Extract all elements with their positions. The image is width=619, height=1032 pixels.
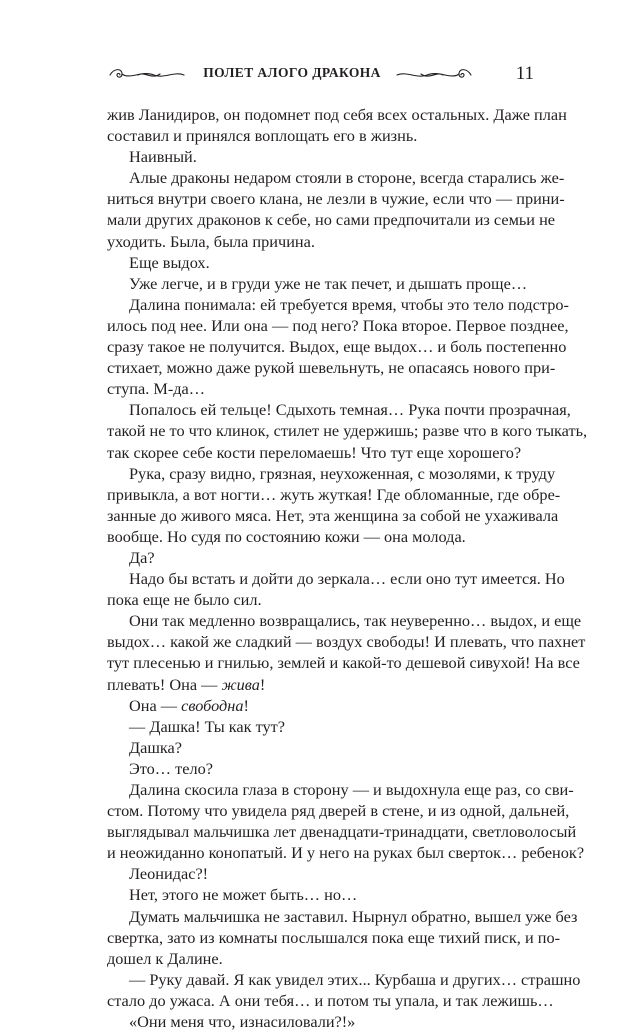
text-line-content: Далина скосила глаза в сторону — и выдохнула еще раз, со сви- — [129, 780, 574, 799]
text-line — [107, 420, 588, 441]
text-line-content: — Дашка! Ты как тут? — [129, 716, 285, 736]
text-line — [107, 357, 556, 378]
text-line — [107, 758, 533, 779]
text-line — [107, 779, 574, 800]
text-line — [107, 631, 586, 652]
text-line-content: стом. Потому что увидела ряд дверей в стене, и из одной, дальней, — [107, 801, 570, 821]
text-line — [107, 315, 569, 336]
text-line — [107, 821, 577, 842]
text-line — [107, 104, 567, 125]
scroll-flourish-icon — [108, 67, 186, 83]
text-line-content: Рука, сразу видно, грязная, неухоженная, с мозолями, к труду — [129, 463, 556, 483]
text-line — [107, 800, 570, 821]
text-line-content: Они так медленно возвращались, так неуверенно… выдох, и еще — [129, 611, 582, 631]
text-line — [107, 526, 533, 547]
text-line-content: Да? — [129, 547, 155, 567]
text-line-content: Леонидас?! — [129, 864, 209, 884]
text-line-content: — Руку давай. Я как увидел этих... Курбаша и других… страшно — [129, 969, 581, 989]
text-line — [107, 188, 565, 209]
text-line — [107, 209, 556, 230]
text-line-content: уходить. Была, была причина. — [107, 231, 315, 251]
emphasized-word: жива — [221, 674, 260, 694]
text-line-content: плевать! Она — — [107, 674, 222, 694]
text-line-content: «Они меня что, изнасиловали?!» — [129, 1012, 356, 1032]
text-line — [107, 695, 533, 716]
page-number: 11 — [515, 63, 534, 84]
text-line — [107, 842, 585, 863]
text-line-content: илось под нее. Или она — под него? Пока второе. Первое позднее, — [107, 315, 569, 335]
text-line-content: Попалось ей тельце! Сдыхоть темная… Рука почти прозрачная, — [129, 400, 571, 420]
text-line — [107, 378, 533, 399]
text-line-content: занные до живого мяса. Нет, эта женщина за собой не ухаживала — [107, 505, 559, 525]
text-line — [107, 610, 582, 631]
text-line — [107, 568, 565, 589]
running-header — [108, 62, 534, 88]
text-line-content: тут плесенью и гнилью, землей и какой-то дешевой сивухой! На все — [107, 653, 580, 673]
running-title: ПОЛЕТ АЛОГО ДРАКОНА — [203, 65, 381, 80]
text-line-content: свертка, зато из комнаты послышался пока еще тихий писк, и по- — [107, 927, 561, 947]
text-line-content: выглядывал мальчишка лет двенадцати-тринадцати, светловолосый — [107, 822, 577, 842]
text-line-content: привыкла, а вот ногти… жуть жуткая! Где обломанные, где обре- — [107, 484, 561, 504]
text-line-content: жив Ланидиров, он подомнет под себя всех остальных. Даже план — [107, 105, 567, 124]
text-line — [107, 399, 571, 420]
text-line — [107, 969, 581, 990]
text-line — [107, 484, 561, 505]
text-line — [107, 589, 533, 610]
text-line — [107, 884, 533, 905]
text-line-content: стихает, можно даже рукой шевельнуть, не опасаясь нового при- — [107, 358, 556, 378]
text-line — [107, 146, 533, 167]
text-line-content: пока еще не было сил. — [107, 590, 262, 610]
text-line-content: и неожиданно конопатый. И у него на руках был сверток… ребенок? — [107, 843, 585, 863]
text-line — [107, 863, 533, 884]
text-line-content: ниться внутри своего клана, не лезли в чужие, если что — прини- — [107, 189, 565, 209]
text-line — [107, 716, 533, 737]
text-line — [107, 125, 533, 146]
emphasized-word: свободна — [181, 695, 244, 715]
text-line-tail: ! — [243, 695, 249, 715]
body-text — [107, 104, 588, 1032]
text-line-content: так скорее себе кости переломаешь! Что тут еще хорошего? — [107, 442, 522, 462]
text-line — [107, 167, 565, 188]
text-line — [107, 463, 556, 484]
text-line-content: Думать мальчишка не заставил. Нырнул обратно, вышел уже без — [129, 906, 578, 926]
text-line-content: Дашка? — [129, 737, 182, 757]
text-line — [107, 294, 569, 315]
text-line-content: Она — — [129, 695, 182, 715]
text-line — [107, 442, 533, 463]
text-line-content: дошел к Далине. — [107, 948, 223, 968]
text-line-content: ступа. М-да… — [107, 379, 206, 399]
text-line-content: стало до ужаса. А они тебя… и потом ты упала, и так лежишь… — [107, 990, 554, 1010]
text-line-content: Нет, этого не может быть… но… — [129, 885, 358, 905]
text-line-content: сразу такое не получится. Выдох, еще выдох… и боль постепенно — [107, 337, 567, 357]
text-line — [107, 674, 533, 695]
text-line — [107, 1011, 533, 1032]
text-line — [107, 252, 533, 273]
text-line-tail: ! — [259, 674, 266, 694]
text-line-content: Далина понимала: ей требуется время, чтобы это тело подстро- — [129, 294, 569, 314]
text-line — [107, 737, 533, 758]
text-line — [107, 231, 533, 252]
text-line-content: Уже легче, и в груди уже не так печет, и дышать проще… — [129, 273, 528, 293]
text-line-content: такой не то что клинок, стилет не удержишь; разве что в кого тыкать, — [107, 421, 588, 441]
text-line-content: Алые драконы недаром стояли в стороне, всегда старались же- — [129, 168, 565, 188]
text-line-content: выдох… какой же сладкий — воздух свободы! И плевать, что пахнет — [107, 632, 586, 652]
scroll-flourish-icon — [395, 67, 473, 83]
text-line — [107, 990, 554, 1011]
text-line — [107, 927, 561, 948]
text-line-content: Это… тело? — [129, 758, 213, 778]
text-line-content: мали других драконов к себе, но сами предпочитали из семьи не — [107, 210, 556, 230]
text-line-content: составил и принялся воплощать его в жизнь. — [107, 126, 418, 146]
text-line — [107, 948, 533, 969]
text-line-content: Еще выдох. — [129, 252, 210, 272]
text-line-content: Надо бы встать и дойти до зеркала… если оно тут имеется. Но — [129, 569, 565, 589]
text-line — [107, 336, 567, 357]
text-line — [107, 273, 533, 294]
text-line-content: вообще. Но судя по состоянию кожи — она молода. — [107, 526, 466, 546]
text-line — [107, 547, 533, 568]
text-line — [107, 652, 580, 673]
text-line — [107, 505, 559, 526]
text-line-content: Наивный. — [129, 147, 197, 167]
text-line — [107, 906, 578, 927]
